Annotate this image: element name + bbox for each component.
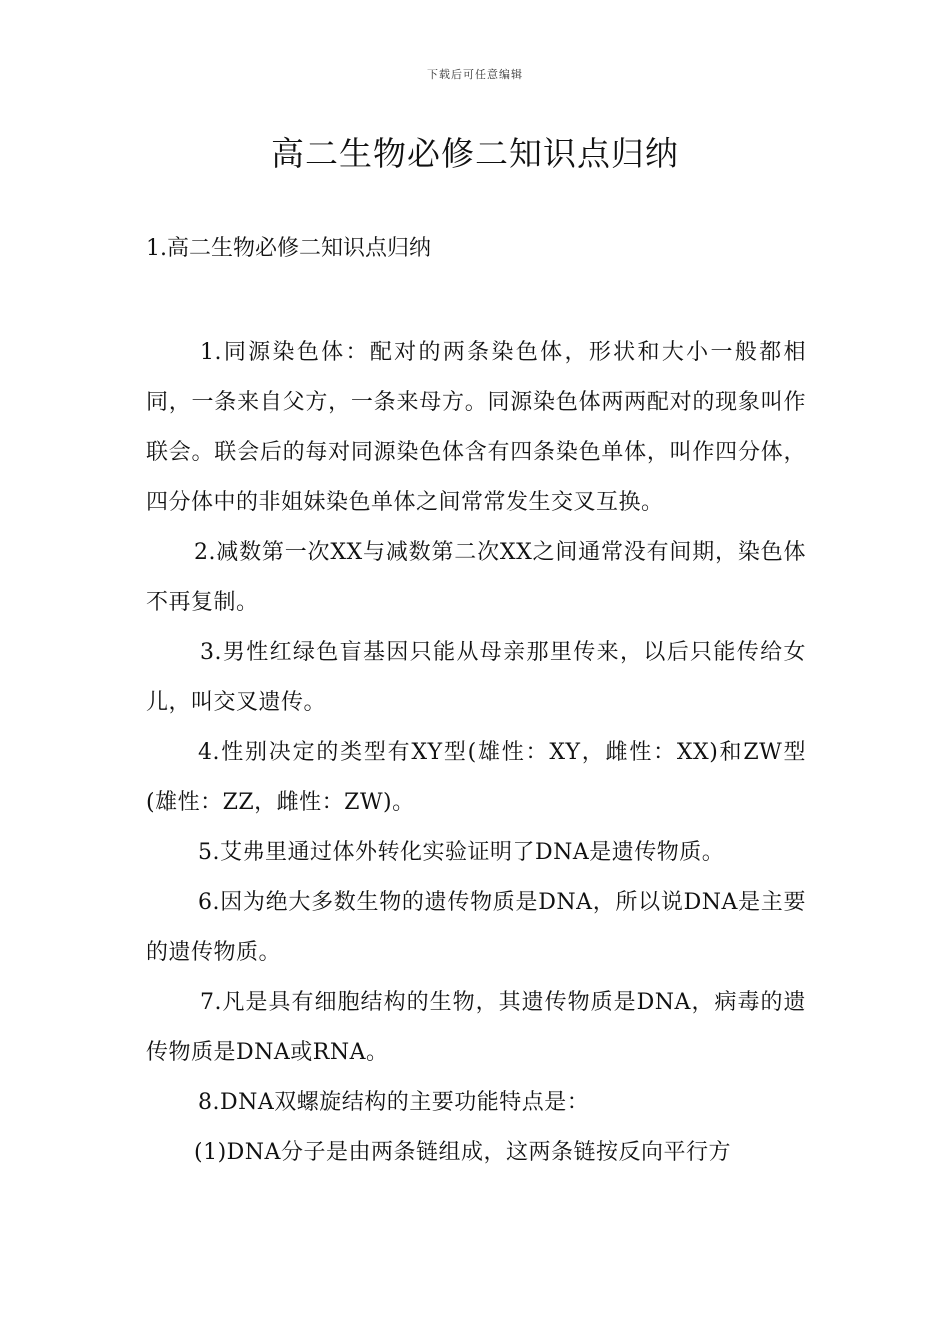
document-title: 高二生物必修二知识点归纳 (271, 134, 679, 173)
paragraph-color-blindness: 3.男性红绿色盲基因只能从母亲那里传来，以后只能传给女儿，叫交叉遗传。 (146, 640, 806, 715)
paragraph-dna-two-strands: (1)DNA分子是由两条链组成，这两条链按反向平行方 (194, 1140, 731, 1165)
paragraph-sex-determination: 4.性别决定的类型有XY型(雄性：XY，雌性：XX)和ZW型(雄性：ZZ，雌性：ZW)。 (146, 740, 806, 815)
header-note: 下载后可任意编辑 (427, 68, 523, 81)
section-heading: 1.高二生物必修二知识点归纳 (146, 236, 431, 261)
paragraph-virus-genetic-material: 7.凡是具有细胞结构的生物，其遗传物质是DNA，病毒的遗传物质是DNA或RNA。 (146, 990, 806, 1065)
paragraph-homologous-chromosomes: 1.同源染色体：配对的两条染色体，形状和大小一般都相同，一条来自父方，一条来母方。同源染色体两两配对的现象叫作联会。联会后的每对同源染色体含有四条染色单体，叫作四分体，四分体中的非姐妹染色单体之间常常发生交叉互换。 (146, 340, 806, 515)
paragraph-dna-genetic-material: 6.因为绝大多数生物的遗传物质是DNA，所以说DNA是主要的遗传物质。 (146, 890, 806, 965)
document-body (146, 328, 806, 1178)
paragraph-dna-double-helix: 8.DNA双螺旋结构的主要功能特点是： (198, 1090, 590, 1115)
paragraph-meiosis-interphase: 2.减数第一次XX与减数第二次XX之间通常没有间期，染色体不再复制。 (146, 540, 806, 615)
paragraph-avery-experiment: 5.艾弗里通过体外转化实验证明了DNA是遗传物质。 (198, 840, 725, 865)
